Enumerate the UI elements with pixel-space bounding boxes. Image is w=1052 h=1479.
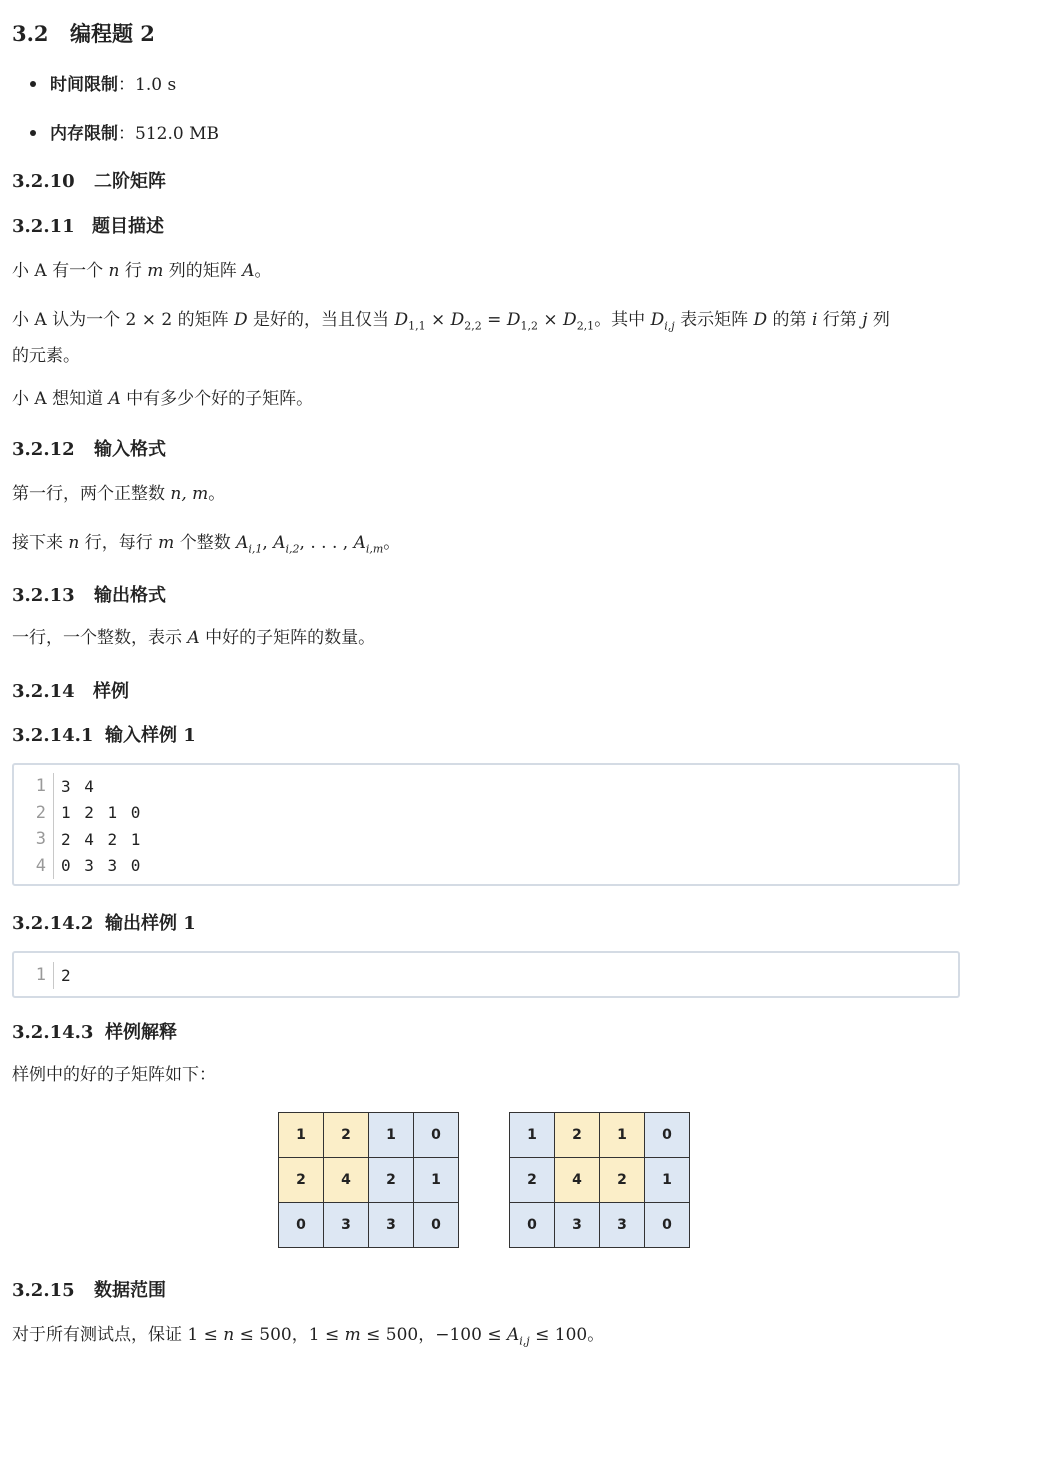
heading-number: 3.2.12 — [12, 439, 75, 460]
math-op: × — [425, 310, 451, 330]
grid-row — [510, 1158, 690, 1203]
text: 列 — [867, 310, 890, 330]
code-text: 1 2 1 0 — [61, 803, 143, 823]
heading-title: 数据范围 — [94, 1280, 166, 1301]
code-line — [14, 800, 958, 827]
grid-cell: 3 — [324, 1203, 369, 1248]
grid-row — [510, 1113, 690, 1158]
text: 小 A 认为一个 2 × 2 的矩阵 — [12, 310, 234, 330]
math-op: , . . . , — [299, 533, 354, 553]
code-line — [14, 853, 958, 880]
code-line — [14, 826, 958, 853]
text: 。其中 — [594, 310, 651, 330]
section-heading — [12, 18, 155, 48]
time-limit-sep: ： — [118, 75, 135, 95]
grid-cell: 2 — [324, 1113, 369, 1158]
math: n — [223, 1325, 235, 1345]
heading-3-2-14-2 — [12, 909, 196, 935]
math: A — [108, 389, 121, 409]
math: A — [187, 628, 200, 648]
memory-limit-value: 512.0 MB — [135, 124, 219, 144]
text: 。 — [254, 261, 272, 281]
memory-limit-label: 内存限制 — [50, 124, 118, 144]
math: A — [353, 533, 366, 553]
text: 的第 — [767, 310, 812, 330]
text: 小 A 想知道 — [12, 389, 109, 409]
data-range — [12, 1320, 962, 1356]
grid-row — [510, 1203, 690, 1248]
grid-cell: 0 — [510, 1203, 555, 1248]
math-op: × — [537, 310, 564, 330]
input-format-line2 — [12, 528, 962, 564]
text: ≤ 100。 — [529, 1325, 605, 1345]
grid-cell: 0 — [414, 1113, 459, 1158]
math: j — [862, 310, 868, 330]
grid-cell: 4 — [555, 1158, 600, 1203]
grid-cell: 3 — [600, 1203, 645, 1248]
heading-title: 样例 — [93, 681, 129, 702]
input-format-line1 — [12, 479, 962, 510]
grid-cell: 0 — [645, 1203, 690, 1248]
sample-grid-2 — [509, 1112, 690, 1248]
grid-cell: 1 — [279, 1113, 324, 1158]
math-sub: i,m — [365, 542, 384, 556]
code-line — [14, 773, 958, 800]
math: D — [394, 310, 409, 330]
heading-title: 样例解释 — [105, 1022, 177, 1043]
grid-cell: 1 — [600, 1113, 645, 1158]
heading-number: 3.2.11 — [12, 216, 75, 237]
grid-row — [279, 1158, 459, 1203]
math-sub: 1,2 — [520, 319, 538, 333]
explanation-text: 样例中的好的子矩阵如下： — [12, 1065, 216, 1085]
text: 列的矩阵 — [163, 261, 243, 281]
text: 中有多少个好的子矩阵。 — [120, 389, 314, 409]
heading-3-2-12 — [12, 435, 166, 461]
text: 表示矩阵 — [674, 310, 754, 330]
math: i — [811, 310, 818, 330]
math-sub: 2,1 — [576, 319, 595, 333]
grid-row — [279, 1203, 459, 1248]
heading-3-2-14 — [12, 677, 129, 703]
text: 行第 — [817, 310, 863, 330]
grid-cell: 1 — [414, 1158, 459, 1203]
section-title: 编程题 2 — [70, 21, 155, 46]
heading-number: 3.2.10 — [12, 171, 75, 192]
heading-title: 输入格式 — [94, 439, 166, 460]
grid-cell: 3 — [555, 1203, 600, 1248]
math: m — [344, 1325, 361, 1345]
bullet-icon — [30, 81, 36, 87]
code-line — [14, 962, 958, 989]
text: 小 A 有一个 — [12, 261, 109, 281]
text: ≤ 500，−100 ≤ — [360, 1325, 507, 1345]
time-limit-label: 时间限制 — [50, 75, 118, 95]
code-text: 3 4 — [61, 776, 96, 796]
math: A — [242, 261, 255, 281]
code-text: 2 — [61, 965, 73, 985]
grid-cell: 4 — [324, 1158, 369, 1203]
description-p3 — [12, 384, 962, 415]
heading-3-2-11 — [12, 212, 164, 238]
grid-cell: 1 — [369, 1113, 414, 1158]
math: n — [68, 533, 80, 553]
grid-cell: 1 — [645, 1158, 690, 1203]
heading-title: 题目描述 — [92, 216, 164, 237]
text: 行，每行 — [79, 533, 159, 553]
grid-cell: 2 — [369, 1158, 414, 1203]
section-number: 3.2 — [12, 21, 49, 46]
text: 是好的，当且仅当 — [247, 310, 395, 330]
grid-cell: 2 — [600, 1158, 645, 1203]
heading-3-2-14-1 — [12, 721, 196, 747]
grid-row — [279, 1113, 459, 1158]
heading-title: 二阶矩阵 — [94, 171, 166, 192]
code-text: 0 3 3 0 — [61, 856, 143, 876]
line-number: 4 — [14, 853, 54, 880]
math-op: , — [262, 533, 274, 553]
text: 个整数 — [174, 533, 237, 553]
math-sub: i,j — [519, 1334, 530, 1348]
text: 中好的子矩阵的数量。 — [199, 628, 376, 648]
heading-title: 输入样例 1 — [105, 725, 196, 746]
math: n — [108, 261, 120, 281]
math: m — [158, 533, 175, 553]
description-p1 — [12, 256, 962, 287]
text: 第一行，两个正整数 — [12, 484, 171, 504]
text: ≤ 500，1 ≤ — [234, 1325, 345, 1345]
line-number: 1 — [14, 962, 54, 989]
heading-number: 3.2.14.1 — [12, 725, 94, 746]
grid-cell: 2 — [510, 1158, 555, 1203]
sample-grid-1 — [278, 1112, 459, 1248]
heading-number: 3.2.14 — [12, 681, 75, 702]
line-number: 3 — [14, 826, 54, 853]
math: D — [753, 310, 768, 330]
math: D — [650, 310, 665, 330]
grid-cell: 0 — [645, 1113, 690, 1158]
line-number: 2 — [14, 800, 54, 827]
math: n, m — [170, 484, 209, 504]
math: D — [233, 310, 248, 330]
sample-input-block[interactable] — [12, 763, 960, 886]
heading-title: 输出样例 1 — [105, 913, 196, 934]
heading-3-2-15 — [12, 1276, 166, 1302]
heading-number: 3.2.14.3 — [12, 1022, 94, 1043]
time-limit — [30, 70, 176, 95]
math: D — [506, 310, 521, 330]
grid-cell: 0 — [279, 1203, 324, 1248]
text: 一行，一个整数，表示 — [12, 628, 188, 648]
grid-cell: 1 — [510, 1113, 555, 1158]
math: D — [450, 310, 465, 330]
description-p2 — [12, 305, 962, 372]
text: 。 — [208, 484, 226, 504]
grid-cell: 0 — [414, 1203, 459, 1248]
heading-title: 输出格式 — [94, 585, 166, 606]
sample-output-block[interactable] — [12, 951, 960, 998]
text: 。 — [383, 533, 401, 553]
grid-cell: 2 — [555, 1113, 600, 1158]
text: 行 — [119, 261, 148, 281]
math: A — [506, 1325, 520, 1345]
math-sub: i,1 — [248, 542, 263, 556]
code-text: 2 4 2 1 — [61, 829, 143, 849]
bullet-icon — [30, 130, 36, 136]
memory-limit-sep: ： — [118, 124, 135, 144]
math-sub: i,2 — [285, 542, 300, 556]
math-sub: i,j — [664, 319, 675, 333]
math-sub: 1,1 — [408, 319, 426, 333]
output-format — [12, 623, 962, 654]
heading-number: 3.2.13 — [12, 585, 75, 606]
text: 接下来 — [12, 533, 69, 553]
time-limit-value: 1.0 s — [135, 75, 177, 95]
line-number: 1 — [14, 773, 54, 800]
math-sub: 2,2 — [464, 319, 482, 333]
text: 的元素。 — [12, 346, 80, 367]
math: D — [563, 310, 577, 330]
math: A — [236, 533, 249, 553]
heading-3-2-13 — [12, 581, 166, 607]
heading-3-2-10 — [12, 167, 166, 193]
math-op: = — [481, 310, 507, 330]
grid-cell: 3 — [369, 1203, 414, 1248]
text: 对于所有测试点，保证 1 ≤ — [12, 1325, 224, 1345]
memory-limit — [30, 119, 219, 144]
heading-number: 3.2.15 — [12, 1280, 75, 1301]
math: m — [147, 261, 164, 281]
math: A — [273, 533, 286, 553]
heading-number: 3.2.14.2 — [12, 913, 94, 934]
grid-cell: 2 — [279, 1158, 324, 1203]
heading-3-2-14-3 — [12, 1018, 177, 1044]
